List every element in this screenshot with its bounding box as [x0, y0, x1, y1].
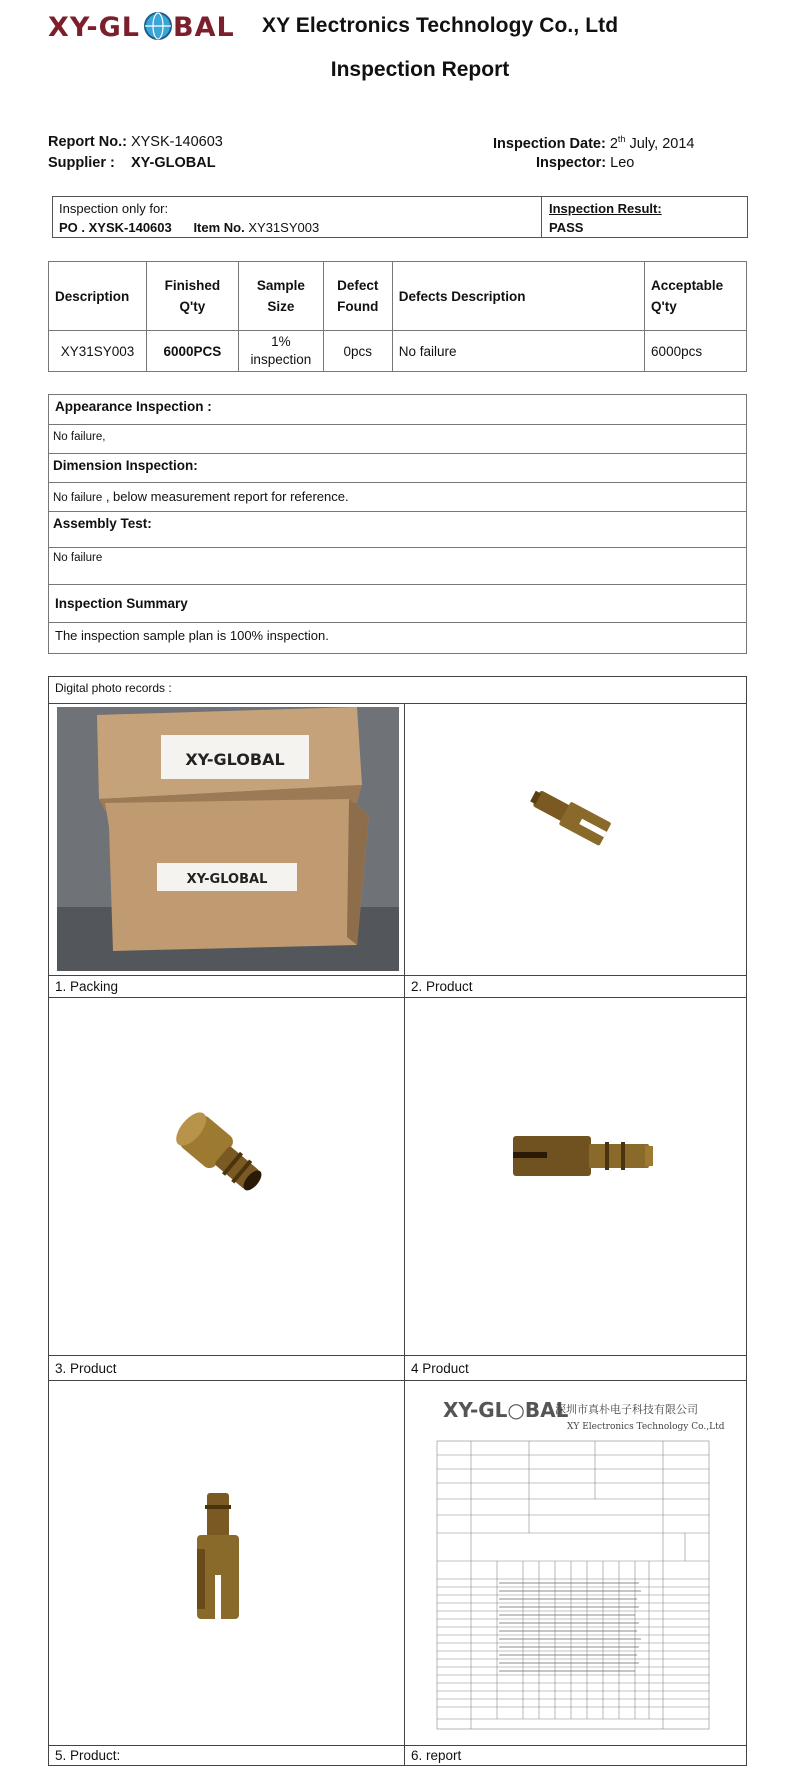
photo-packing [57, 707, 399, 971]
appearance-text: No failure, [53, 431, 106, 443]
report-no-label: Report No.: [48, 134, 127, 150]
po-label: PO . [59, 220, 86, 235]
po-line [59, 220, 319, 235]
caption-5: 5. Product: [55, 1748, 121, 1763]
caption-6: 6. report [411, 1748, 462, 1763]
report-scan-en: XY Electronics Technology Co.,Ltd [567, 1422, 725, 1432]
box-label-top: XY-GLOBAL [185, 750, 285, 769]
report-scan-cn: 深圳市真朴电子科技有限公司 [555, 1403, 698, 1416]
inspector-label: Inspector: [536, 155, 607, 171]
supplier-value: XY-GLOBAL [131, 155, 216, 171]
report-scan-logo: XY-GL○BAL [443, 1398, 569, 1422]
inspector-value: Leo [610, 155, 635, 171]
date-day: 2 [609, 135, 618, 152]
cell-description: XY31SY003 [49, 331, 147, 372]
svg-text:BAL: BAL [173, 12, 235, 43]
caption-4: 4 Product [411, 1361, 469, 1376]
photo-product-3 [159, 1095, 279, 1215]
item-value: XY31SY003 [248, 220, 320, 235]
caption-2: 2. Product [411, 979, 473, 994]
report-document-icon [409, 1383, 743, 1743]
brass-part-icon [509, 1122, 659, 1192]
photo-report-scan [409, 1383, 743, 1743]
header-acceptable-qty: Acceptable Q'ty [645, 262, 747, 331]
photo-product-5 [179, 1489, 259, 1639]
header-sample-size: Sample Size [238, 262, 323, 331]
report-title: Inspection Report [330, 58, 510, 81]
supplier [48, 155, 216, 171]
packing-boxes-icon [57, 707, 399, 971]
inspection-details [48, 394, 747, 654]
cell-acceptable-qty: 6000pcs [645, 331, 747, 372]
report-number [48, 134, 223, 150]
photo-product-2 [509, 777, 629, 867]
cell-finished-qty: 6000PCS [146, 331, 238, 372]
report-no-value: XYSK-140603 [130, 134, 223, 150]
inspector [536, 155, 634, 171]
inspection-for-label: Inspection only for: [59, 201, 169, 216]
brass-part-icon [159, 1095, 279, 1215]
photo-records-title: Digital photo records : [55, 681, 172, 695]
svg-text:XY-GL: XY-GL [48, 12, 140, 43]
table-row [49, 331, 747, 372]
company-logo [48, 6, 248, 46]
inspection-result-label: Inspection Result: [549, 201, 662, 216]
cell-defects-description: No failure [392, 331, 644, 372]
header-defect-found: Defect Found [323, 262, 392, 331]
item-label: Item No. [193, 220, 245, 235]
dimension-text-b: , below measurement report for reference. [102, 489, 349, 504]
inspection-for-box [52, 196, 748, 238]
photo-records [48, 676, 747, 1766]
cell-sample-size: 1% inspection [238, 331, 323, 372]
brass-part-icon [179, 1489, 259, 1639]
dimension-text [53, 488, 349, 506]
header-finished-qty: Finished Q'ty [146, 262, 238, 331]
caption-3: 3. Product [55, 1361, 117, 1376]
appearance-title: Appearance Inspection : [55, 399, 212, 414]
date-label: Inspection Date: [493, 135, 606, 152]
photo-product-4 [509, 1122, 659, 1192]
assembly-title: Assembly Test: [53, 516, 152, 531]
date-suffix: th [617, 134, 626, 144]
po-value: XYSK-140603 [88, 220, 172, 235]
dimension-text-a: No failure [53, 492, 103, 504]
dimension-title: Dimension Inspection: [53, 458, 198, 473]
assembly-text: No failure [53, 552, 103, 564]
date-rest: July, 2014 [625, 135, 695, 152]
inspection-result-value: PASS [549, 220, 584, 235]
box-label-bottom: XY-GLOBAL [186, 872, 268, 887]
summary-text: The inspection sample plan is 100% inspection. [55, 628, 329, 643]
header-defects-description: Defects Description [392, 262, 644, 331]
company-name: XY Electronics Technology Co., Ltd [262, 14, 619, 37]
inspection-date [493, 134, 694, 152]
caption-1: 1. Packing [55, 979, 119, 994]
header-description: Description [49, 262, 147, 331]
xy-global-logo-icon [48, 6, 248, 46]
cell-defect-found: 0pcs [323, 331, 392, 372]
brass-part-icon [509, 777, 629, 867]
summary-title: Inspection Summary [55, 596, 188, 611]
table-header-row [49, 262, 747, 331]
supplier-label: Supplier : [48, 155, 115, 171]
summary-table [48, 261, 747, 372]
